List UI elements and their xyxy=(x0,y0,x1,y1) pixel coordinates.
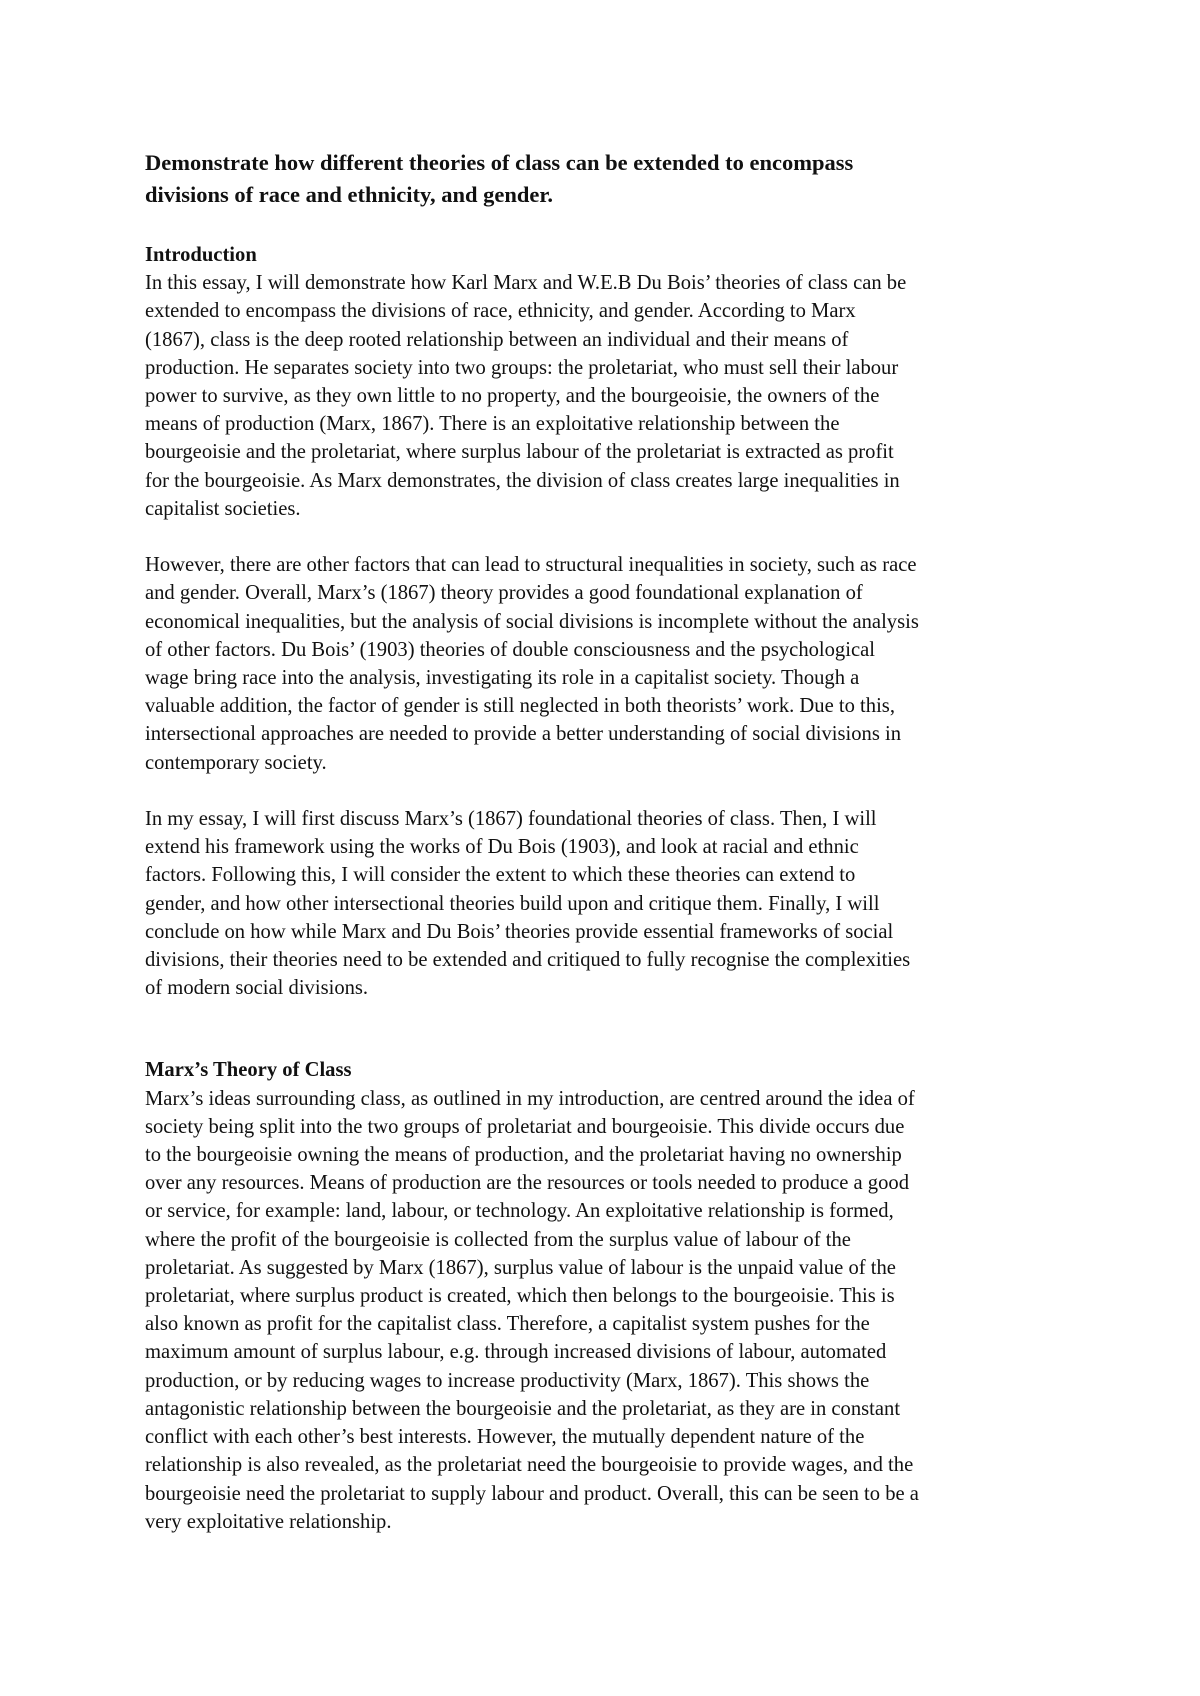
text-line: to the bourgeoisie owning the means of production, and the proletariat having no ownership xyxy=(145,1144,902,1167)
text-line: means of production (Marx, 1867). There is an exploitative relationship between the xyxy=(145,413,840,436)
title-line: Demonstrate how different theories of class can be extended to encompass xyxy=(145,150,854,175)
text-line: proletariat. As suggested by Marx (1867), surplus value of labour is the unpaid value of the xyxy=(145,1256,896,1279)
text-line: maximum amount of surplus labour, e.g. through increased divisions of labour, automated xyxy=(145,1341,887,1364)
text-line: factors. Following this, I will consider the extent to which these theories can extend to xyxy=(145,864,856,887)
text-line: gender, and how other intersectional theories build upon and critique them. Finally, I will xyxy=(145,892,880,915)
text-line: proletariat, where surplus product is created, which then belongs to the bourgeoisie. This is xyxy=(145,1285,895,1308)
text-line: power to survive, as they own little to no property, and the bourgeoisie, the owners of the xyxy=(145,385,880,408)
text-line: of modern social divisions. xyxy=(145,977,369,1000)
spacer xyxy=(145,211,1075,241)
text-line: bourgeoisie and the proletariat, where surplus labour of the proletariat is extracted as profit xyxy=(145,441,894,464)
text-line: antagonistic relationship between the bourgeoisie and the proletariat, as they are in constant xyxy=(145,1397,901,1420)
text-line: production, or by reducing wages to increase productivity (Marx, 1867). This shows the xyxy=(145,1369,870,1392)
text-line: (1867), class is the deep rooted relationship between an individual and their means of xyxy=(145,328,849,351)
text-line: extend his framework using the works of Du Bois (1903), and look at racial and ethnic xyxy=(145,836,859,859)
text-line: for the bourgeoisie. As Marx demonstrates, the division of class creates large inequalities in xyxy=(145,469,900,492)
text-line: also known as profit for the capitalist class. Therefore, a capitalist system pushes for the xyxy=(145,1313,870,1336)
text-line: capitalist societies. xyxy=(145,497,301,520)
text-line: wage bring race into the analysis, investigating its role in a capitalist society. Though a xyxy=(145,667,860,690)
spacer xyxy=(145,777,1075,805)
document-body xyxy=(145,147,1075,1536)
text-line: conflict with each other’s best interests. However, the mutually dependent nature of the xyxy=(145,1426,865,1449)
marx-theory-paragraph xyxy=(145,1085,1075,1536)
text-line: over any resources. Means of production are the resources or tools needed to produce a good xyxy=(145,1172,909,1195)
section-heading-introduction: Introduction xyxy=(145,244,257,266)
text-line: In this essay, I will demonstrate how Karl Marx and W.E.B Du Bois’ theories of class can be xyxy=(145,272,907,295)
text-line: intersectional approaches are needed to provide a better understanding of social divisions in xyxy=(145,723,901,746)
text-line: very exploitative relationship. xyxy=(145,1510,392,1533)
title-line: divisions of race and ethnicity, and gender. xyxy=(145,182,553,207)
text-line: extended to encompass the divisions of race, ethnicity, and gender. According to Marx xyxy=(145,300,856,323)
text-line: conclude on how while Marx and Du Bois’ theories provide essential frameworks of social xyxy=(145,920,894,943)
introduction-paragraph-2 xyxy=(145,551,1075,777)
text-line: valuable addition, the factor of gender is still neglected in both theorists’ work. Due to this, xyxy=(145,695,895,718)
spacer xyxy=(145,1002,1075,1056)
text-line: economical inequalities, but the analysis of social divisions is incomplete without the analysis xyxy=(145,610,919,633)
text-line: of other factors. Du Bois’ (1903) theories of double consciousness and the psychological xyxy=(145,638,875,661)
text-line: production. He separates society into two groups: the proletariat, who must sell their labour xyxy=(145,356,899,379)
spacer xyxy=(145,523,1075,551)
text-line: and gender. Overall, Marx’s (1867) theory provides a good foundational explanation of xyxy=(145,582,863,605)
text-line: relationship is also revealed, as the proletariat need the bourgeoisie to provide wages, and the xyxy=(145,1454,914,1477)
text-line: Marx’s ideas surrounding class, as outlined in my introduction, are centred around the idea of xyxy=(145,1087,915,1110)
section-heading-marx-theory: Marx’s Theory of Class xyxy=(145,1059,352,1082)
introduction-paragraph-1 xyxy=(145,269,1075,523)
text-line: bourgeoisie need the proletariat to supply labour and product. Overall, this can be seen to be a xyxy=(145,1482,919,1505)
text-line: In my essay, I will first discuss Marx’s (1867) foundational theories of class. Then, I will xyxy=(145,808,877,831)
essay-title xyxy=(145,147,1075,211)
text-line: society being split into the two groups of proletariat and bourgeoisie. This divide occurs due xyxy=(145,1115,905,1138)
text-line: or service, for example: land, labour, or technology. An exploitative relationship is formed, xyxy=(145,1200,894,1223)
text-line: divisions, their theories need to be extended and critiqued to fully recognise the complexities xyxy=(145,949,911,972)
text-line: where the profit of the bourgeoisie is collected from the surplus value of labour of the xyxy=(145,1228,851,1251)
introduction-paragraph-3 xyxy=(145,805,1075,1002)
text-line: contemporary society. xyxy=(145,751,327,774)
text-line: However, there are other factors that can lead to structural inequalities in society, such as race xyxy=(145,554,917,577)
